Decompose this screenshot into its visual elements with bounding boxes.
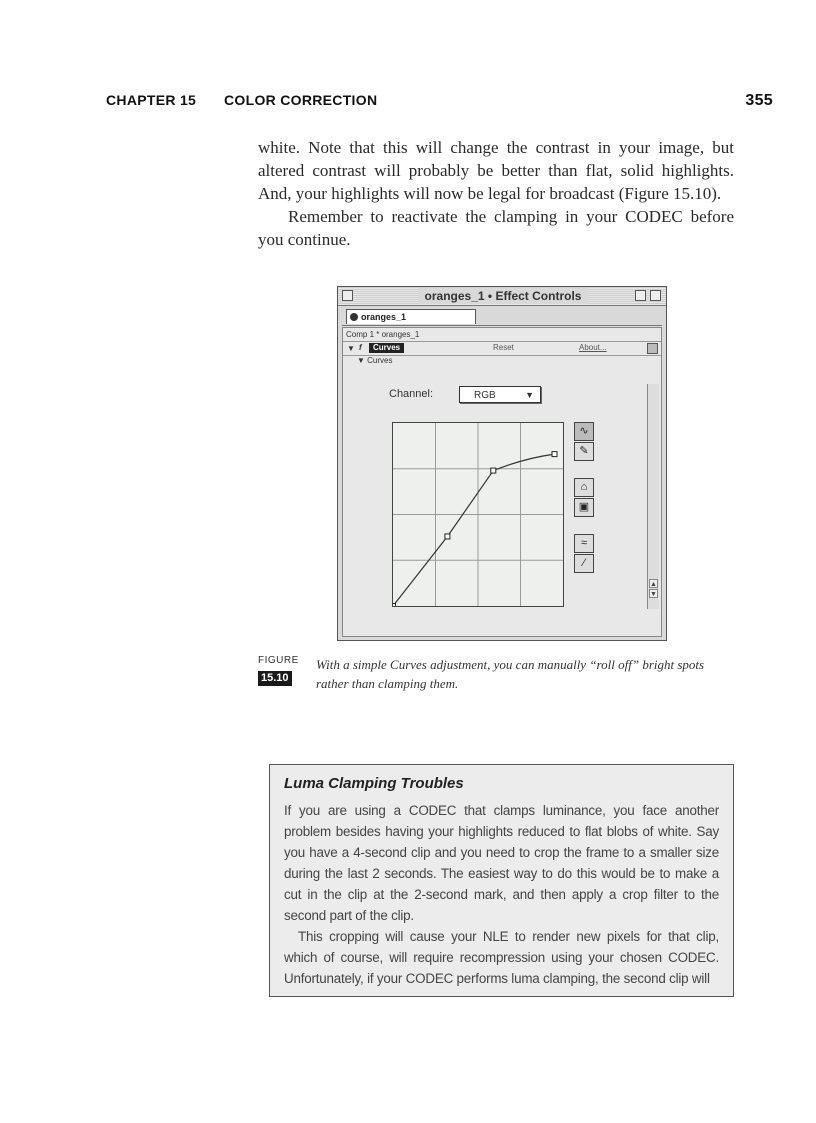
effect-controls-window [337, 286, 667, 641]
subgroup-label: Curves [367, 356, 393, 365]
tab-label: oranges_1 [361, 312, 407, 322]
footage-icon [350, 313, 358, 321]
effect-options-button[interactable] [647, 343, 658, 354]
effect-name[interactable]: Curves [369, 343, 404, 353]
tab-oranges[interactable] [346, 309, 476, 324]
close-box-icon[interactable] [342, 290, 353, 301]
sidebar-paragraph-1: If you are using a CODEC that clamps luminance, you face another problem besides having your highlights reduced to flat blobs of white. Say you have a 4-second clip and you need to crop the frame to a smaller size during the last 2 seconds. The easiest way to do this would be to make a cut in the clip at the 2-second mark, and then apply a crop filter to the second part of the clip. [284, 803, 719, 923]
chapter-title: COLOR CORRECTION [224, 92, 378, 108]
curve-control-point[interactable] [392, 604, 396, 608]
scrollbar[interactable] [647, 384, 659, 609]
channel-label: Channel: [389, 388, 434, 400]
body-text [258, 136, 734, 251]
scroll-down-icon[interactable]: ▼ [650, 591, 657, 598]
pencil-tool-icon[interactable]: ✎ [574, 442, 594, 461]
curve-line[interactable] [393, 454, 555, 606]
sidebar-paragraph-2: This cropping will cause your NLE to render new pixels for that clip, which of course, will require recompression using your chosen CODEC. Unfortunately, if your CODEC performs luma clamping, the second clip will [284, 929, 719, 986]
collapse-box-icon[interactable] [650, 290, 661, 301]
figure-caption [258, 655, 738, 695]
smooth-icon[interactable]: ≈ [574, 534, 594, 553]
tab-row [342, 309, 662, 326]
window-title: oranges_1 • Effect Controls [418, 288, 588, 304]
figure-label: FIGURE [258, 655, 299, 666]
figure-number: 15.10 [258, 671, 292, 686]
curves-subgroup[interactable] [357, 356, 393, 365]
disclosure-triangle-icon[interactable]: ▼ [357, 356, 365, 365]
curve-tool-icon[interactable]: ∿ [574, 422, 594, 441]
page-number: 355 [745, 92, 773, 109]
effect-panel [342, 327, 662, 637]
open-folder-icon[interactable]: ⌂ [574, 478, 594, 497]
curve-control-point[interactable] [491, 468, 496, 473]
body-paragraph-1: white. Note that this will change the contrast in your image, but altered contrast will probably be better than flat, solid highlights. And, your highlights will now be legal for broadcast (Figure 15.10). [258, 138, 734, 203]
zoom-box-icon[interactable] [635, 290, 646, 301]
caption-text: With a simple Curves adjustment, you can manually “roll off” bright spots rather than clamping them. [316, 657, 705, 691]
effect-row-curves[interactable] [343, 341, 661, 356]
reset-link[interactable]: Reset [493, 343, 514, 352]
running-head [106, 92, 773, 112]
chevron-down-icon: ▼ [525, 390, 534, 400]
channel-value: RGB [474, 390, 496, 401]
fx-toggle-icon[interactable]: f [359, 343, 362, 352]
linear-icon[interactable]: ⁄ [574, 554, 594, 573]
sidebar-body [284, 800, 719, 989]
channel-select[interactable] [459, 386, 541, 403]
sidebar-title: Luma Clamping Troubles [284, 775, 464, 792]
window-titlebar[interactable] [338, 287, 666, 306]
disclosure-triangle-icon[interactable]: ▼ [347, 344, 355, 353]
body-paragraph-2: Remember to reactivate the clamping in your CODEC before you continue. [258, 207, 734, 249]
sidebar-box [269, 764, 734, 997]
curve-graph[interactable] [392, 422, 564, 607]
curve-control-point[interactable] [445, 534, 450, 539]
scroll-up-icon[interactable]: ▲ [650, 581, 657, 588]
save-disk-icon[interactable]: ▣ [574, 498, 594, 517]
chapter-label: CHAPTER 15 [106, 92, 197, 108]
comp-label: Comp 1 * oranges_1 [346, 330, 420, 339]
about-link[interactable]: About... [579, 343, 607, 352]
curve-control-point[interactable] [552, 452, 557, 457]
